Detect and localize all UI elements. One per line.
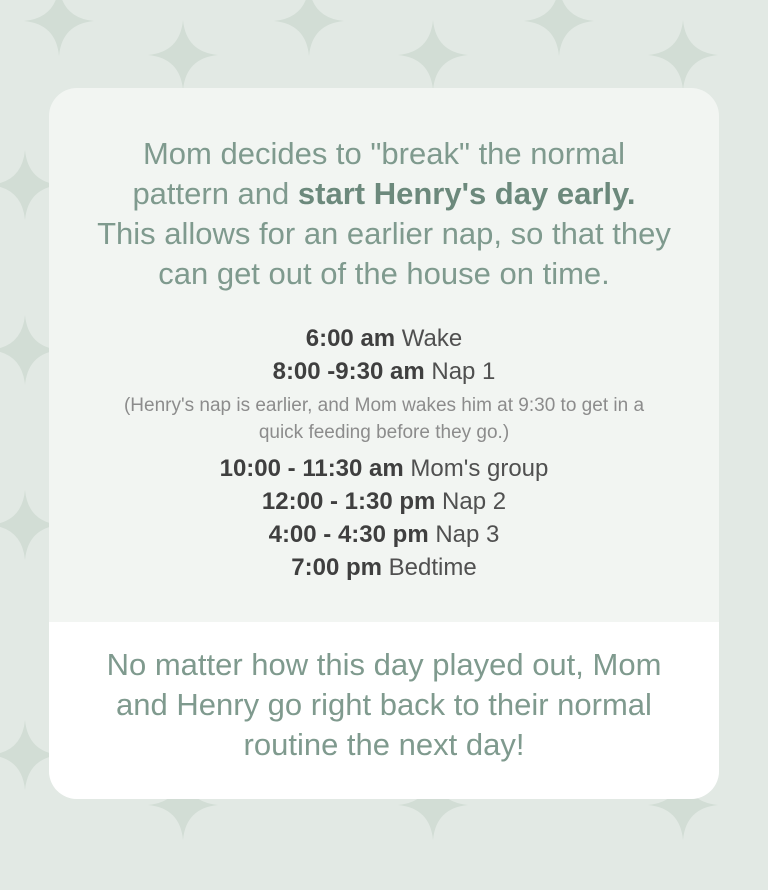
schedule-note-line: (Henry's nap is earlier, and Mom wakes him at 9:30 to get in a (123, 395, 645, 416)
schedule-card (49, 88, 719, 799)
schedule-label: Bedtime (388, 554, 477, 581)
schedule-item-moms-group (49, 452, 719, 485)
schedule-item-bedtime (49, 551, 719, 584)
schedule-time: 10:00 - 11:30 am (219, 455, 404, 482)
schedule-time: 4:00 - 4:30 pm (268, 521, 429, 548)
intro-line (49, 174, 719, 214)
intro-text (49, 134, 719, 294)
schedule-label: Wake (401, 325, 463, 352)
intro-emphasis: start Henry's day early. (297, 176, 636, 211)
schedule-label: Nap 3 (435, 521, 500, 548)
footer-line: and Henry go right back to their normal (116, 687, 652, 722)
sparkle-star-icon (524, 0, 594, 56)
intro-line: Mom decides to "break" the normal (142, 136, 626, 171)
schedule-label: Nap 1 (431, 358, 496, 385)
footer-panel (49, 622, 719, 799)
intro-line: can get out of the house on time. (158, 256, 610, 291)
sparkle-star-icon (648, 20, 718, 90)
schedule-time: 6:00 am (305, 325, 396, 352)
sparkle-star-icon (148, 20, 218, 90)
footer-line: routine the next day! (243, 727, 525, 762)
schedule-note (49, 392, 719, 446)
schedule-label: Nap 2 (442, 488, 507, 515)
schedule-time: 12:00 - 1:30 pm (261, 488, 436, 515)
schedule-item-nap-2 (49, 485, 719, 518)
schedule-item-nap-1 (49, 355, 719, 388)
schedule-note-line: quick feeding before they go.) (258, 422, 510, 443)
schedule-time: 8:00 -9:30 am (272, 358, 425, 385)
schedule-list (49, 322, 719, 584)
schedule-label: Mom's group (410, 455, 549, 482)
schedule-item-wake (49, 322, 719, 355)
footer-text (49, 645, 719, 765)
sparkle-star-icon (24, 0, 94, 56)
footer-line: No matter how this day played out, Mom (106, 647, 662, 682)
intro-line: This allows for an earlier nap, so that they (97, 216, 671, 251)
schedule-item-nap-3 (49, 518, 719, 551)
schedule-time: 7:00 pm (291, 554, 382, 581)
sparkle-star-icon (398, 20, 468, 90)
sparkle-star-icon (274, 0, 344, 56)
intro-line-text: pattern and (132, 176, 298, 211)
